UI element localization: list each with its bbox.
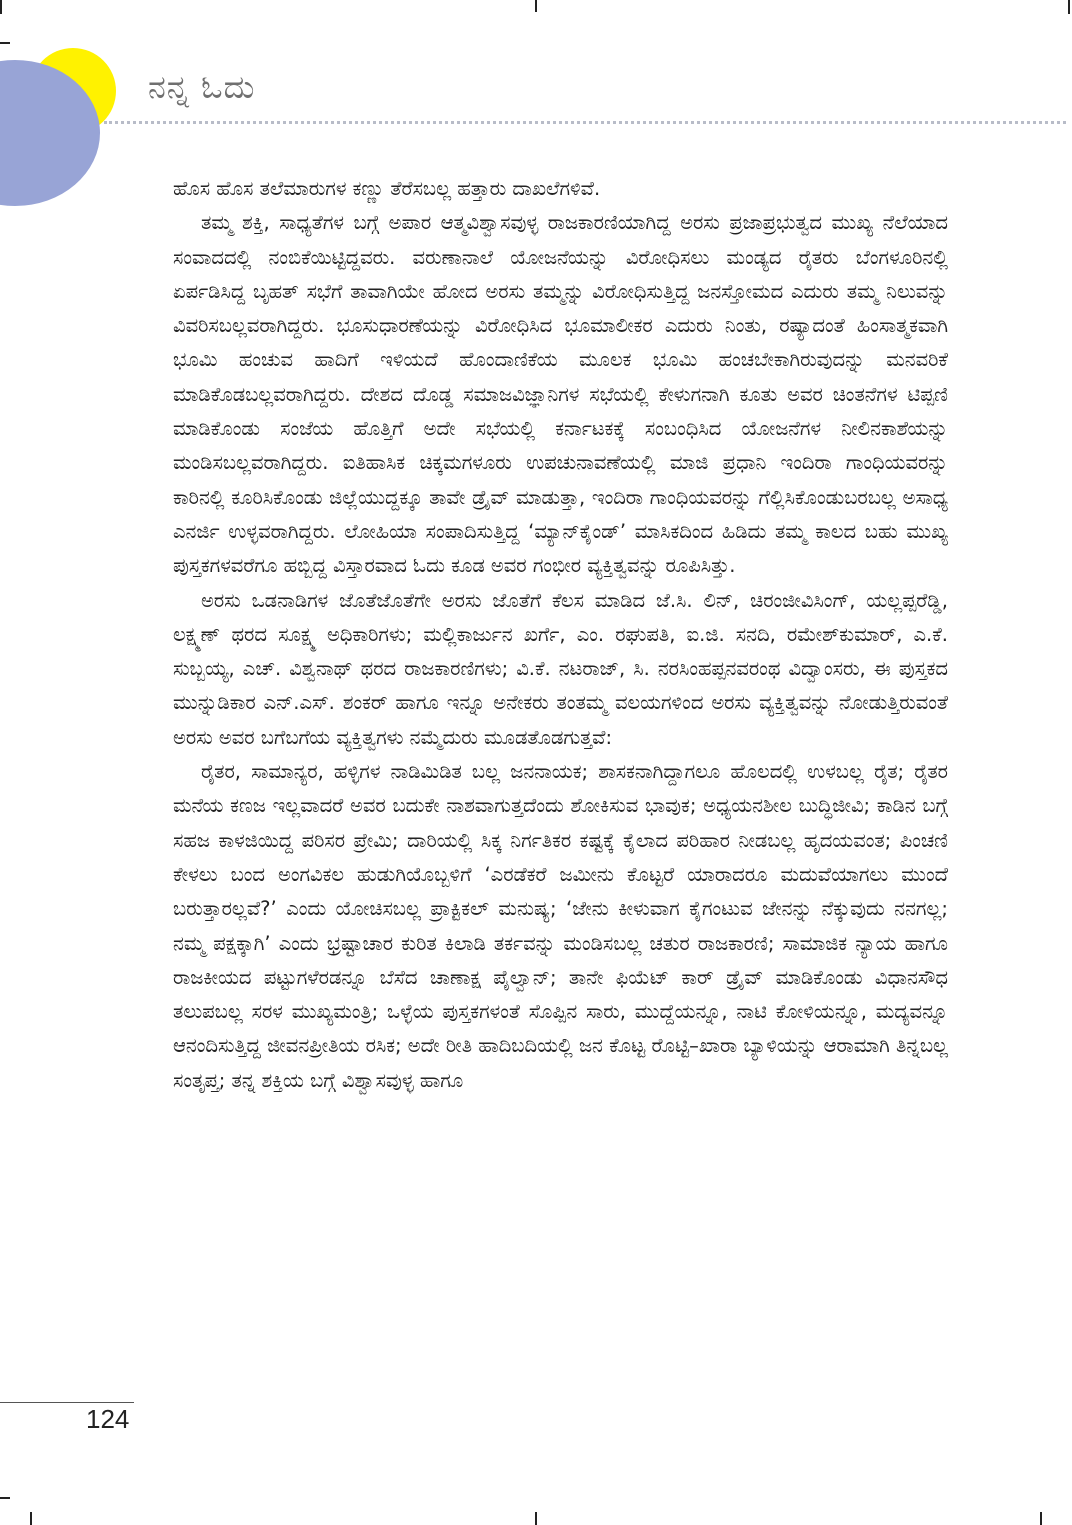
running-header-title: ನನ್ನ ಓದು	[148, 68, 256, 106]
footer-rule	[0, 1402, 134, 1403]
crop-mark-top-center	[535, 0, 537, 12]
crop-mark-bottom-right	[1040, 1512, 1042, 1525]
crop-mark-bottom-left	[30, 1512, 32, 1525]
paragraph-2: ತಮ್ಮ ಶಕ್ತಿ, ಸಾಧ್ಯತೆಗಳ ಬಗ್ಗೆ ಅಪಾರ ಆತ್ಮವಿಶ್ವಾಸವುಳ್ಳ ರಾಜಕಾರಣಿಯಾಗಿದ್ದ ಅರಸು ಪ್ರಜಾಪ್ರಭುತ್ವದ ಮುಖ್ಯ ನೆಲೆಯಾದ ಸಂವಾದದಲ್ಲಿ ನಂಬಿಕೆಯಿಟ್ಟಿದ್ದವರು. ವರುಣಾನಾಲೆ ಯೋಜನೆಯನ್ನು ವಿರೋಧಿಸಲು ಮಂಡ್ಯದ ರೈತರು ಬೆಂಗಳೂರಿನಲ್ಲಿ ಏರ್ಪಡಿಸಿದ್ದ ಬೃಹತ್ ಸಭೆಗೆ ತಾವಾಗಿಯೇ ಹೋದ ಅರಸು ತಮ್ಮನ್ನು ವಿರೋಧಿಸುತ್ತಿದ್ದ ಜನಸ್ತೋಮದ ಎದುರು ತಮ್ಮ ನಿಲುವನ್ನು ವಿವರಿಸಬಲ್ಲವರಾಗಿದ್ದರು. ಭೂಸುಧಾರಣೆಯನ್ನು ವಿರೋಧಿಸಿದ ಭೂಮಾಲೀಕರ ಎದುರು ನಿಂತು, ರಷ್ಯಾದಂತೆ ಹಿಂಸಾತ್ಮಕವಾಗಿ ಭೂಮಿ ಹಂಚುವ ಹಾದಿಗೆ ಇಳಿಯದೆ ಹೊಂದಾಣಿಕೆಯ ಮೂಲಕ ಭೂಮಿ ಹಂಚಬೇಕಾಗಿರುವುದನ್ನು ಮನವರಿಕೆ ಮಾಡಿಕೊಡಬಲ್ಲವರಾಗಿದ್ದರು. ದೇಶದ ದೊಡ್ಡ ಸಮಾಜವಿಜ್ಞಾನಿಗಳ ಸಭೆಯಲ್ಲಿ ಕೇಳುಗನಾಗಿ ಕೂತು ಅವರ ಚಿಂತನೆಗಳ ಟಿಪ್ಪಣಿ ಮಾಡಿಕೊಂಡು ಸಂಜೆಯ ಹೊತ್ತಿಗೆ ಅದೇ ಸಭೆಯಲ್ಲಿ ಕರ್ನಾಟಕಕ್ಕೆ ಸಂಬಂಧಿಸಿದ ಯೋಜನೆಗಳ ನೀಲಿನಕಾಶೆಯನ್ನು ಮಂಡಿಸಬಲ್ಲವರಾಗಿದ್ದರು. ಐತಿಹಾಸಿಕ ಚಿಕ್ಕಮಗಳೂರು ಉಪಚುನಾವಣೆಯಲ್ಲಿ ಮಾಜಿ ಪ್ರಧಾನಿ ಇಂದಿರಾ ಗಾಂಧಿಯವರನ್ನು ಕಾರಿನಲ್ಲಿ ಕೂರಿಸಿಕೊಂಡು ಜಿಲ್ಲೆಯುದ್ದಕ್ಕೂ ತಾವೇ ಡ್ರೈವ್ ಮಾಡುತ್ತಾ, ಇಂದಿರಾ ಗಾಂಧಿಯವರನ್ನು ಗೆಲ್ಲಿಸಿಕೊಂಡುಬರಬಲ್ಲ ಅಸಾಧ್ಯ ಎನರ್ಜಿ ಉಳ್ಳವರಾಗಿದ್ದರು. ಲೋಹಿಯಾ ಸಂಪಾದಿಸುತ್ತಿದ್ದ ‘ಮ್ಯಾನ್‌ಕೈಂಡ್’ ಮಾಸಿಕದಿಂದ ಹಿಡಿದು ತಮ್ಮ ಕಾಲದ ಬಹು ಮುಖ್ಯ ಪುಸ್ತಕಗಳವರೆಗೂ ಹಬ್ಬಿದ್ದ ವಿಸ್ತಾರವಾದ ಓದು ಕೂಡ ಅವರ ಗಂಭೀರ ವ್ಯಕ್ತಿತ್ವವನ್ನು ರೂಪಿಸಿತ್ತು.	[173, 211, 948, 578]
crop-mark-left-top	[0, 42, 10, 44]
page-number: 124	[86, 1404, 130, 1434]
crop-mark-top-left	[0, 0, 2, 14]
paragraph-4: ರೈತರ, ಸಾಮಾನ್ಯರ, ಹಳ್ಳಿಗಳ ನಾಡಿಮಿಡಿತ ಬಲ್ಲ ಜನನಾಯಕ; ಶಾಸಕನಾಗಿದ್ದಾಗಲೂ ಹೊಲದಲ್ಲಿ ಉಳಬಲ್ಲ ರೈತ; ರೈತರ ಮನೆಯ ಕಣಜ ಇಲ್ಲವಾದರೆ ಅವರ ಬದುಕೇ ನಾಶವಾಗುತ್ತದೆಂದು ಶೋಕಿಸುವ ಭಾವುಕ; ಅಧ್ಯಯನಶೀಲ ಬುದ್ಧಿಜೀವಿ; ಕಾಡಿನ ಬಗ್ಗೆ ಸಹಜ ಕಾಳಜಿಯಿದ್ದ ಪರಿಸರ ಪ್ರೇಮಿ; ದಾರಿಯಲ್ಲಿ ಸಿಕ್ಕ ನಿರ್ಗತಿಕರ ಕಷ್ಟಕ್ಕೆ ಕೈಲಾದ ಪರಿಹಾರ ನೀಡಬಲ್ಲ ಹೃದಯವಂತ; ಪಿಂಚಣಿ ಕೇಳಲು ಬಂದ ಅಂಗವಿಕಲ ಹುಡುಗಿಯೊಬ್ಬಳಿಗೆ ‘ಎರಡೆಕರೆ ಜಮೀನು ಕೊಟ್ಟರೆ ಯಾರಾದರೂ ಮದುವೆಯಾಗಲು ಮುಂದೆ ಬರುತ್ತಾರಲ್ಲವೆ?’ ಎಂದು ಯೋಚಿಸಬಲ್ಲ ಪ್ರಾಕ್ಟಿಕಲ್ ಮನುಷ್ಯ; ‘ಜೇನು ಕೀಳುವಾಗ ಕೈಗಂಟುವ ಜೇನನ್ನು ನೆಕ್ಕುವುದು ನನಗಲ್ಲ; ನಮ್ಮ ಪಕ್ಷಕ್ಕಾಗಿ’ ಎಂದು ಭ್ರಷ್ಟಾಚಾರ ಕುರಿತ ಕಿಲಾಡಿ ತರ್ಕವನ್ನು ಮಂಡಿಸಬಲ್ಲ ಚತುರ ರಾಜಕಾರಣಿ; ಸಾಮಾಜಿಕ ನ್ಯಾಯ ಹಾಗೂ ರಾಜಕೀಯದ ಪಟ್ಟುಗಳೆರಡನ್ನೂ ಬೆಸೆದ ಚಾಣಾಕ್ಷ ಪೈಲ್ವಾನ್; ತಾನೇ ಫಿಯೆಟ್ ಕಾರ್ ಡ್ರೈವ್ ಮಾಡಿಕೊಂಡು ವಿಧಾನಸೌಧ ತಲುಪಬಲ್ಲ ಸರಳ ಮುಖ್ಯಮಂತ್ರಿ; ಒಳ್ಳೆಯ ಪುಸ್ತಕಗಳಂತೆ ಸೊಪ್ಪಿನ ಸಾರು, ಮುದ್ದೆಯನ್ನೂ, ನಾಟಿ ಕೋಳಿಯನ್ನೂ, ಮದ್ಯವನ್ನೂ ಆನಂದಿಸುತ್ತಿದ್ದ ಜೀವನಪ್ರೀತಿಯ ರಸಿಕ; ಅದೇ ರೀತಿ ಹಾದಿಬದಿಯಲ್ಲಿ ಜನ ಕೊಟ್ಟ ರೊಟ್ಟಿ–ಖಾರಾ ಬ್ಯಾಳಿಯನ್ನು ಆರಾಮಾಗಿ ತಿನ್ನಬಲ್ಲ ಸಂತೃಪ್ತ; ತನ್ನ ಶಕ್ತಿಯ ಬಗ್ಗೆ ವಿಶ್ವಾಸವುಳ್ಳ ಹಾಗೂ	[173, 760, 948, 1092]
paragraph-3: ಅರಸು ಒಡನಾಡಿಗಳ ಜೊತೆಜೊತೆಗೇ ಅರಸು ಜೊತೆಗೆ ಕೆಲಸ ಮಾಡಿದ ಜೆ.ಸಿ. ಲಿನ್, ಚಿರಂಜೀವಿಸಿಂಗ್, ಯಲ್ಲಪ್ಪರೆಡ್ಡಿ, ಲಕ್ಷ್ಮಣ್ ಥರದ ಸೂಕ್ಷ್ಮ ಅಧಿಕಾರಿಗಳು; ಮಲ್ಲಿಕಾರ್ಜುನ ಖರ್ಗೆ, ಎಂ. ರಘುಪತಿ, ಐ.ಜಿ. ಸನದಿ, ರಮೇಶ್‌ಕುಮಾರ್, ಎ.ಕೆ. ಸುಬ್ಬಯ್ಯ, ಎಚ್. ವಿಶ್ವನಾಥ್ ಥರದ ರಾಜಕಾರಣಿಗಳು; ವಿ.ಕೆ. ನಟರಾಜ್, ಸಿ. ನರಸಿಂಹಪ್ಪನವರಂಥ ವಿದ್ವಾಂಸರು, ಈ ಪುಸ್ತಕದ ಮುನ್ನುಡಿಕಾರ ಎನ್.ಎಸ್. ಶಂಕರ್ ಹಾಗೂ ಇನ್ನೂ ಅನೇಕರು ತಂತಮ್ಮ ವಲಯಗಳಿಂದ ಅರಸು ವ್ಯಕ್ತಿತ್ವವನ್ನು ನೋಡುತ್ತಿರುವಂತೆ ಅರಸು ಅವರ ಬಗೆಬಗೆಯ ವ್ಯಕ್ತಿತ್ವಗಳು ನಮ್ಮೆದುರು ಮೂಡತೊಡಗುತ್ತವೆ:	[173, 588, 948, 749]
body-text	[173, 172, 948, 1098]
paragraph-1: ಹೊಸ ಹೊಸ ತಲೆಮಾರುಗಳ ಕಣ್ಣು ತೆರೆಸಬಲ್ಲ ಹತ್ತಾರು ದಾಖಲೆಗಳಿವೆ.	[173, 177, 601, 200]
header-dotted-rule	[104, 121, 1066, 124]
crop-mark-left-bottom	[0, 1497, 10, 1499]
crop-mark-bottom-center	[535, 1512, 537, 1525]
crop-mark-top-right	[1068, 0, 1070, 14]
